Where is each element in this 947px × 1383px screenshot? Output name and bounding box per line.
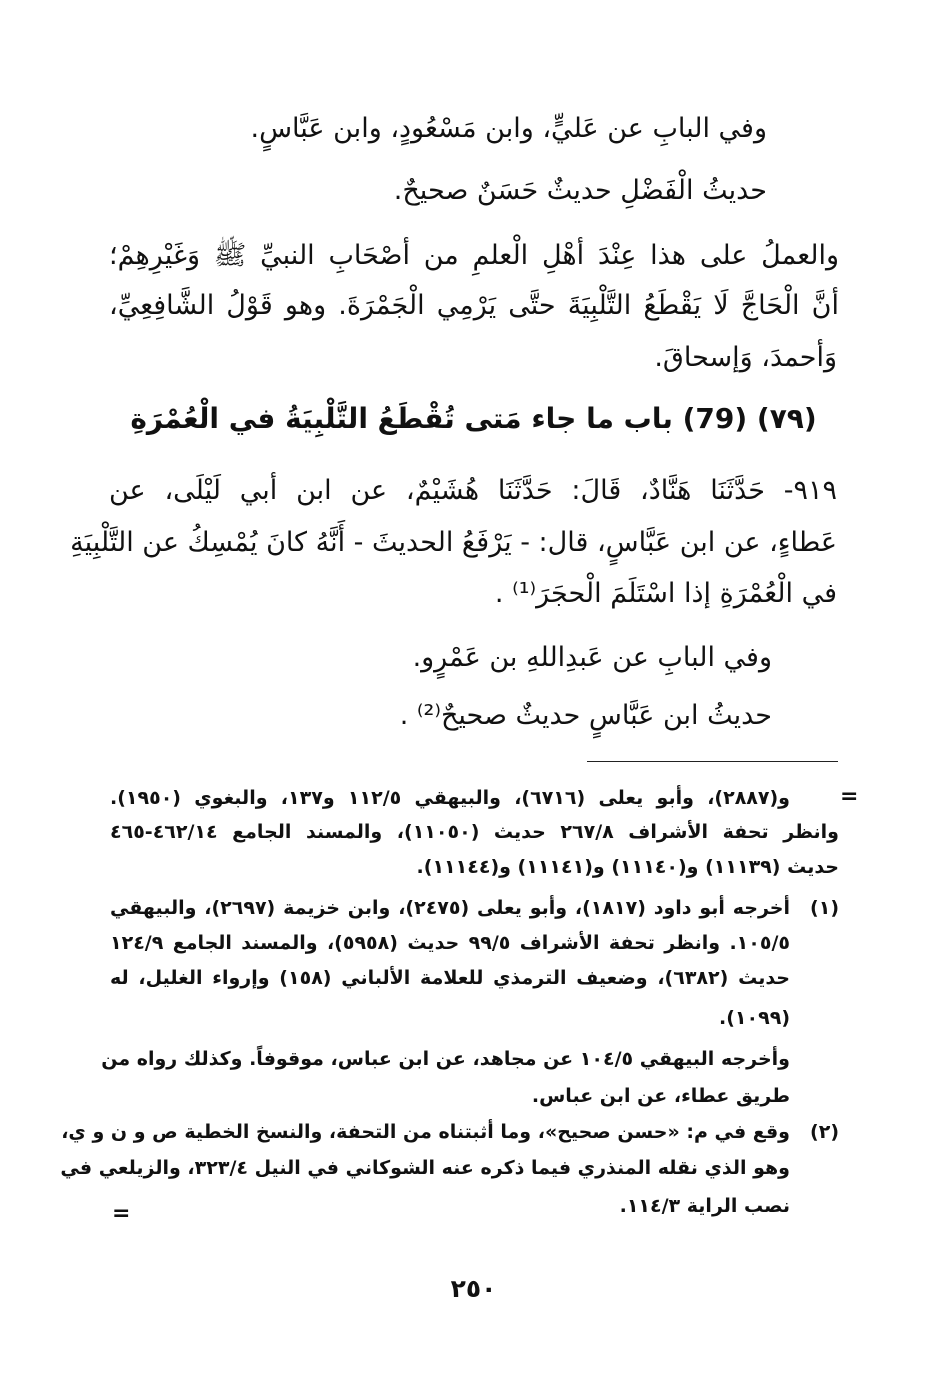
footnote-line: وقع في م: «حسن صحيح»، وما أثبتناه من التحفة، والنسخ الخطية ص و ن و ي، — [61, 1121, 790, 1143]
footnote-line: وأخرجه البيهقي ١٠٤/٥ عن مجاهد، عن ابن عباس، موقوفاً. وكذلك رواه من — [101, 1048, 790, 1070]
footnote-line: طريق عطاء، عن ابن عباس. — [531, 1085, 790, 1107]
footnote-line: نصب الراية ١١٤/٣. — [619, 1195, 790, 1217]
main-text-line: حديثُ الْفَضْلِ حديثٌ حَسَنٌ صحيحٌ. — [393, 175, 767, 206]
hadith-text-line: في الْعُمْرَةِ إذا اسْتَلَمَ الْحجَرَ⁽¹⁾ . — [494, 578, 837, 609]
main-text-line: أنَّ الْحَاجَّ لَا يَقْطَعُ التَّلْبِيَةَ حتَّى يَرْمِي الْجَمْرَةَ. وهو قَوْلُ الشَّافِعِيِّ، — [109, 290, 839, 321]
footnote-separator — [587, 761, 838, 762]
page-number: ٢٥٠ — [450, 1274, 497, 1303]
main-text-line: وَأحمدَ، وَإسحاقَ. — [654, 342, 837, 373]
footnote-line: ١٠٥/٥. وانظر تحفة الأشراف ٩٩/٥ حديث (٥٩٥٨)، والمسند الجامع ١٢٤/٩ — [110, 932, 790, 954]
footnote-line: وانظر تحفة الأشراف ٢٦٧/٨ حديث (١١٠٥٠)، والمسند الجامع ٤٦٢/١٤-٤٦٥ — [110, 821, 839, 843]
continuation-marker: = — [112, 1201, 131, 1226]
footnote-line: حديث (١١١٣٩) و(١١١٤٠) و(١١١٤١) و(١١١٤٤). — [416, 856, 839, 878]
continuation-marker: = — [840, 784, 859, 809]
footnote-number: (١) — [810, 897, 839, 919]
hadith-text-line: ٩١٩- حَدَّثَنَا هَنَّادٌ، قَالَ: حَدَّثَنَا هُشَيْمٌ، عن ابن أبي لَيْلَى، عن — [109, 475, 837, 506]
hadith-text-line: حديثُ ابن عَبَّاسٍ حديثٌ صحيحٌ⁽²⁾ . — [399, 700, 772, 731]
footnote-line: و(٢٨٨٧)، وأبو يعلى (٦٧١٦)، والبيهقي ١١٢/٥ و١٣٧، والبغوي (١٩٥٠). — [110, 787, 790, 809]
footnote-line: (١٠٩٩). — [719, 1007, 790, 1029]
footnote-line: حديث (٦٣٨٢)، وضعيف الترمذي للعلامة الألباني (١٥٨) وإرواء الغليل، له — [110, 967, 790, 989]
main-text-line: وفي البابِ عن عَليٍّ، وابن مَسْعُودٍ، وابن عَبَّاسٍ. — [250, 113, 767, 144]
footnote-number: (٢) — [810, 1121, 839, 1143]
hadith-text-line: وفي البابِ عن عَبدِاللهِ بن عَمْرٍو. — [412, 642, 772, 673]
chapter-heading: (٧٩) (79) باب ما جاء مَتى تُقْطَعُ التَّلْبِيَةُ في الْعُمْرَةِ — [130, 402, 817, 435]
main-text-line: والعملُ على هذا عِنْدَ أهْلِ الْعلمِ من أصْحَابِ النبيِّ ﷺ وَغَيْرِهِمْ؛ — [109, 240, 839, 271]
hadith-text-line: عَطاءٍ، عن ابن عَبَّاسٍ، قال: - يَرْفَعُ الحديثَ - أَنَّهُ كانَ يُمْسِكُ عن التَّلْبِيَةِ — [70, 527, 837, 558]
footnote-line: وهو الذي نقله المنذري فيما ذكره عنه الشوكاني في النيل ٣٢٣/٤، والزيلعي في — [60, 1157, 790, 1179]
footnote-line: أخرجه أبو داود (١٨١٧)، وأبو يعلى (٢٤٧٥)، وابن خزيمة (٢٦٩٧)، والبيهقي — [110, 897, 790, 919]
